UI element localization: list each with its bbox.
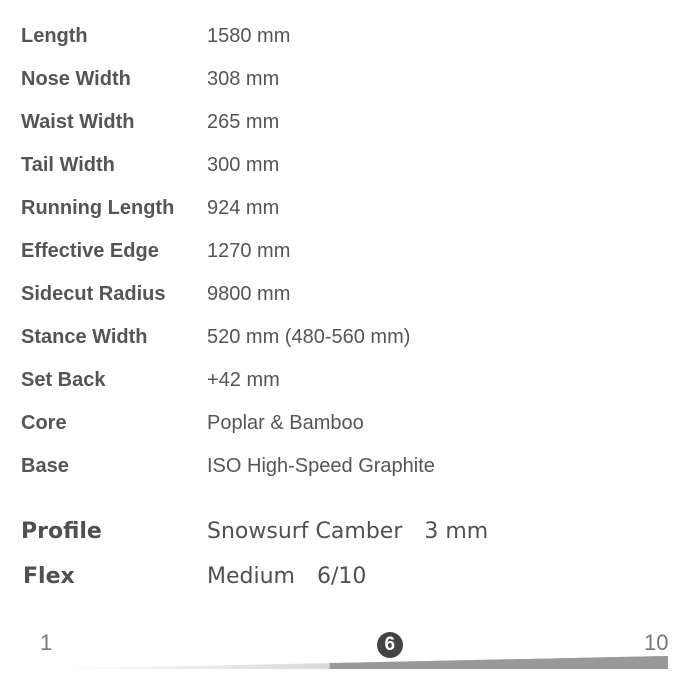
spec-label: Effective Edge: [21, 240, 159, 262]
spec-value: 300 mm: [207, 154, 280, 176]
spec-label: Flex: [23, 564, 75, 589]
spec-row-waist-width: [0, 107, 700, 137]
spec-value: 1270 mm: [207, 240, 291, 262]
spec-label: Core: [21, 412, 67, 434]
spec-row-base: [0, 451, 700, 481]
spec-value: 1580 mm: [207, 25, 291, 47]
spec-label: Sidecut Radius: [21, 283, 166, 305]
spec-label: Base: [21, 455, 69, 477]
flex-rating-text: Medium: [207, 564, 295, 589]
flex-scale: [0, 620, 700, 700]
spec-label: Waist Width: [21, 111, 135, 133]
spec-row-stance-width: [0, 322, 700, 352]
spec-value: 308 mm: [207, 68, 280, 90]
flex-scale-max: 10: [644, 630, 669, 655]
spec-row-flex: [0, 562, 700, 592]
profile-value: [207, 517, 488, 547]
profile-amount: 3 mm: [424, 519, 489, 544]
spec-row-profile: [0, 517, 700, 547]
spec-row-sidecut-radius: [0, 279, 700, 309]
spec-row-length: [0, 21, 700, 51]
spec-value: 924 mm: [207, 197, 280, 219]
spec-row-tail-width: [0, 150, 700, 180]
spec-row-core: [0, 408, 700, 438]
spec-value: 520 mm (480-560 mm): [207, 326, 411, 348]
spec-value: 265 mm: [207, 111, 280, 133]
spec-label: Nose Width: [21, 68, 131, 90]
flex-scale-marker: 6: [377, 632, 403, 658]
spec-row-effective-edge: [0, 236, 700, 266]
spec-label: Profile: [21, 519, 102, 544]
spec-value: Poplar & Bamboo: [207, 412, 364, 434]
spec-label: Length: [21, 25, 88, 47]
spec-label: Set Back: [21, 369, 106, 391]
profile-type: Snowsurf Camber: [207, 519, 403, 544]
spec-row-nose-width: [0, 64, 700, 94]
spec-value: ISO High-Speed Graphite: [207, 455, 435, 477]
flex-rating-value: 6/10: [316, 564, 367, 589]
flex-scale-min: 1: [40, 630, 53, 655]
spec-label: Tail Width: [21, 154, 115, 176]
spec-row-set-back: [0, 365, 700, 395]
spec-label: Stance Width: [21, 326, 148, 348]
spec-label: Running Length: [21, 197, 175, 219]
flex-scale-fill: [330, 656, 668, 669]
spec-row-running-length: [0, 193, 700, 223]
flex-value: [207, 562, 366, 592]
spec-value: +42 mm: [207, 369, 280, 391]
flex-scale-wedge: [0, 620, 700, 700]
spec-value: 9800 mm: [207, 283, 291, 305]
